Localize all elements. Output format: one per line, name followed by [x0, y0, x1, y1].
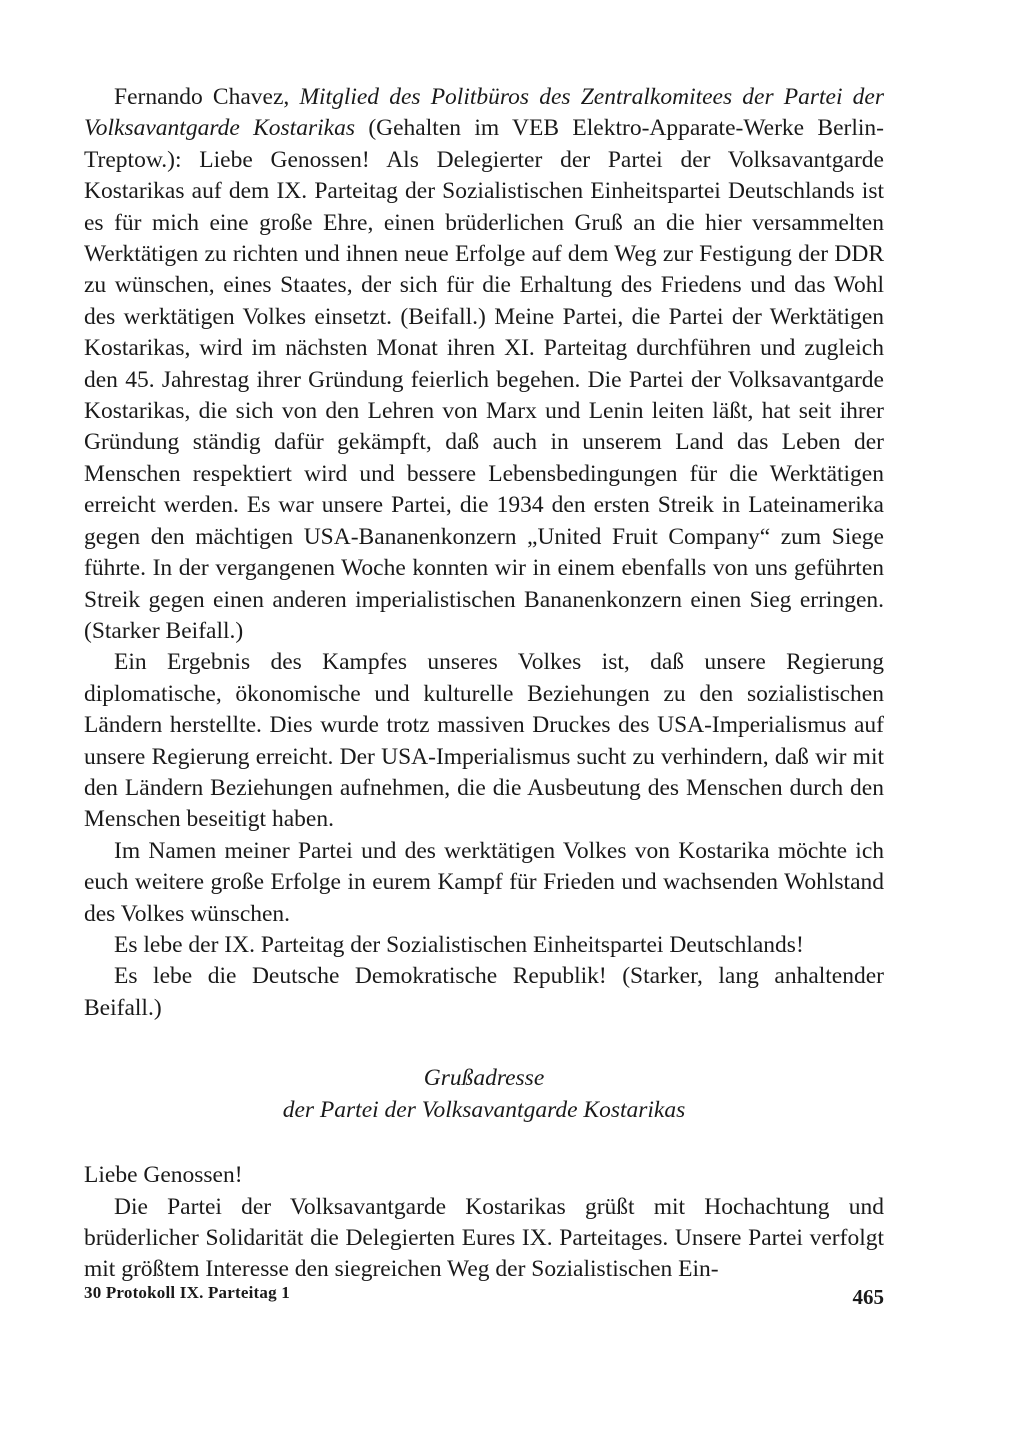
speech-paragraph: Es lebe die Deutsche Demokratische Republik! (Starker, lang anhaltender Beifall.) [84, 963, 884, 1021]
speech-paragraph: Im Namen meiner Partei und des werktätigen Volkes von Kostarika möchte ich euch weitere große Erfolge in eurem Kampf für Frieden und wachsenden Wohlstand des Volkes wünschen. [84, 837, 884, 927]
speech-opening-text: (Gehalten im VEB Elektro-Apparate-Werke Berlin-Treptow.): Liebe Genossen! Als Delegierter der Partei der Volksavantgarde Kostarikas auf dem IX. Parteitag der Sozialistischen Einheitspartei Deutschlands ist es für mich eine große Ehre, einen brüderlichen Gruß an die hier versammelten Werktätigen zu richten und ihnen neue Erfolge auf dem Weg zur Festigung der DDR zu wünschen, eines Staates, der sich für die Erhaltung des Friedens und das Wohl des werktätigen Volkes einsetzt. (Beifall.) Meine Partei, die Partei der Werktätigen Kostarikas, wird im nächsten Monat ihren XI. Parteitag durchführen und zugleich den 45. Jahrestag ihrer Gründung feierlich begehen. Die Partei der Volksavantgarde Kostarikas, die sich von den Lehren von Marx und Lenin leiten läßt, hat seit ihrer Gründung ständig dafür gekämpft, daß auch in unserem Land das Leben der Menschen respektiert wird und bessere Lebensbedingungen für die Werktätigen erreicht werden. Es war unsere Partei, die 1934 den ersten Streik in Lateinamerika gegen den mächtigen USA-Bananenkonzern „United Fruit Company“ zum Siege führte. In der vergangenen Woche konnten wir in einem ebenfalls von uns geführten Streik gegen einen anderen imperialistischen Bananenkonzern einen Sieg erringen. (Starker Beifall.) [84, 115, 884, 644]
greeting-subtitle: der Partei der Volksavantgarde Kostarikas [282, 1097, 686, 1124]
page-body [84, 82, 884, 1286]
page-footer [84, 1281, 884, 1311]
speech-paragraph: Es lebe der IX. Parteitag der Sozialistischen Einheitspartei Deutschlands! [114, 931, 804, 958]
greeting-body: Die Partei der Volksavantgarde Kostarikas grüßt mit Hochachtung und brüderlicher Solidarität die Delegierten Eures IX. Parteitages. Unsere Partei verfolgt mit größtem Interesse den siegreichen Weg der Sozialistischen Ein- [84, 1193, 884, 1283]
speech-opening-paragraph [84, 82, 884, 647]
greeting-heading [84, 1062, 884, 1126]
speaker-role: Mitglied des Politbüros des Zentralkomitees der Partei der Volksavantgarde Kostarikas [84, 84, 884, 142]
speaker-name: Fernando Chavez, [114, 84, 290, 110]
speech-paragraph: Ein Ergebnis des Kampfes unseres Volkes ist, daß unsere Regierung diplomatische, ökonomische und kulturelle Beziehungen zu den sozialistischen Ländern herstellte. Dies wurde trotz massiven Druckes des USA-Imperialismus auf unsere Regierung erreicht. Der USA-Imperialismus sucht zu verhindern, daß wir mit den Ländern Beziehungen aufnehmen, die die Ausbeutung des Menschen durch den Menschen beseitigt haben. [84, 649, 884, 833]
greeting-title: Grußadresse [423, 1065, 545, 1092]
printer-signature: 30 Protokoll IX. Parteitag 1 [84, 1283, 290, 1302]
page-number: 465 [852, 1285, 884, 1309]
greeting-salutation: Liebe Genossen! [84, 1162, 243, 1189]
